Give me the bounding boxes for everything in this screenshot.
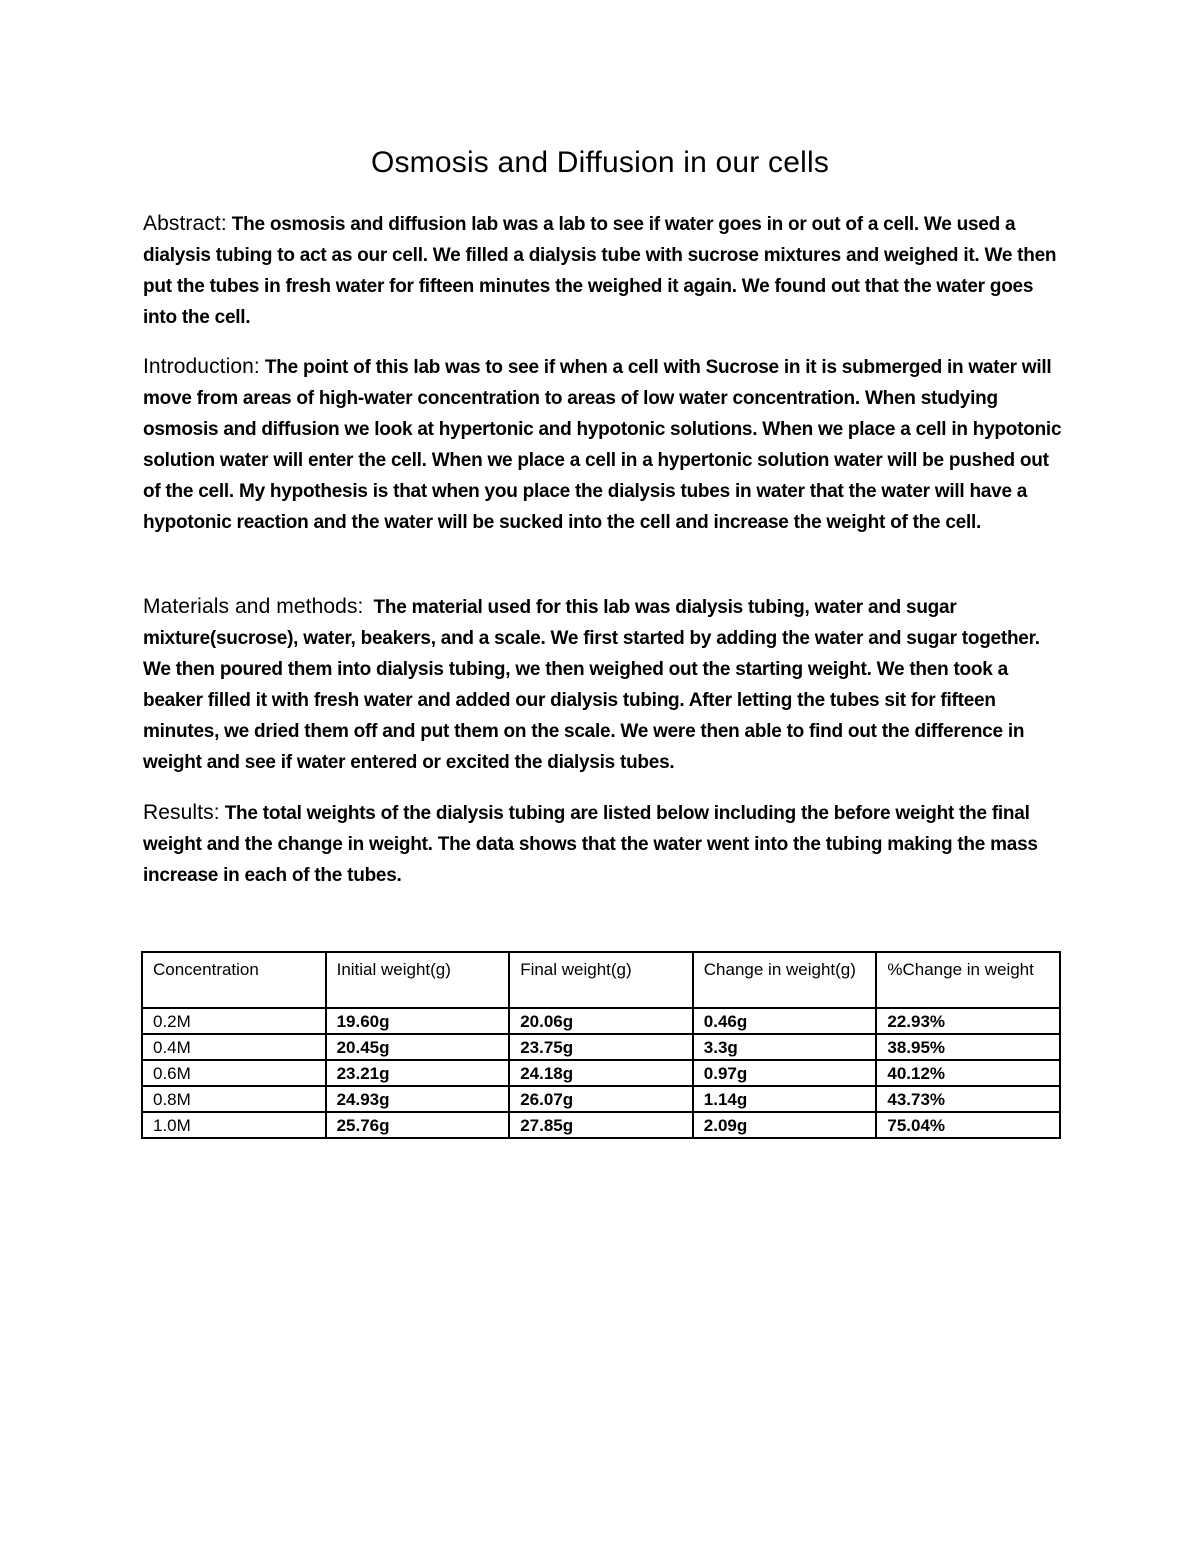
table-cell: 20.06g [509,1008,693,1034]
table-cell: 20.45g [326,1034,510,1060]
abstract-heading: Abstract: [143,212,227,235]
table-cell: 0.2M [142,1008,326,1034]
table-cell: 24.93g [326,1086,510,1112]
table-cell: 24.18g [509,1060,693,1086]
results-body: The total weights of the dialysis tubing are listed below including the before weight the final weight and the change in weight. The data shows that the water went into the tubing making the mass increase in each of the tubes. [143,803,1038,886]
table-cell: 27.85g [509,1112,693,1138]
materials-heading: Materials and methods: [143,595,364,618]
table-cell: 38.95% [876,1034,1060,1060]
table-cell: 26.07g [509,1086,693,1112]
materials-section [143,591,1063,778]
materials-body: The material used for this lab was dialysis tubing, water and sugar mixture(sucrose), water, beakers, and a scale. We first started by adding the water and sugar together. We then poured them into dialysis tubing, we then weighed out the starting weight. We then took a beaker filled it with fresh water and added our dialysis tubing. After letting the tubes sit for fifteen minutes, we dried them off and put them on the scale. We were then able to find out the difference in weight and see if water entered or excited the dialysis tubes. [143,597,1040,773]
table-cell: 0.4M [142,1034,326,1060]
table-cell: 0.46g [693,1008,877,1034]
table-row [142,1008,1060,1034]
table-cell: 0.97g [693,1060,877,1086]
abstract-body: The osmosis and diffusion lab was a lab to see if water goes in or out of a cell. We used a dialysis tubing to act as our cell. We filled a dialysis tube with sucrose mixtures and weighed it. We then put the tubes in fresh water for fifteen minutes the weighed it again. We found out that the water goes into the cell. [143,214,1057,328]
introduction-body: The point of this lab was to see if when a cell with Sucrose in it is submerged in water will move from areas of high-water concentration to areas of low water concentration. When studying osmosis and diffusion we look at hypertonic and hypotonic solutions. When we place a cell in hypotonic solution water will enter the cell. When we place a cell in a hypertonic solution water will be pushed out of the cell. My hypothesis is that when you place the dialysis tubes in water that the water will have a hypotonic reaction and the water will be sucked into the cell and increase the weight of the cell. [143,357,1062,533]
table-header-cell: %Change in weight [876,952,1060,1008]
table-cell: 0.8M [142,1086,326,1112]
table-row [142,1060,1060,1086]
page-title: Osmosis and Diffusion in our cells [370,146,830,179]
table-cell: 1.0M [142,1112,326,1138]
table-header-row [142,952,1060,1008]
introduction-section [143,351,1063,538]
table-row [142,1086,1060,1112]
table-cell: 23.75g [509,1034,693,1060]
table-header-cell: Final weight(g) [509,952,693,1008]
table-row [142,1034,1060,1060]
table-cell: 40.12% [876,1060,1060,1086]
table-cell: 2.09g [693,1112,877,1138]
table-cell: 0.6M [142,1060,326,1086]
table-cell: 22.93% [876,1008,1060,1034]
results-section [143,797,1063,891]
table-row [142,1112,1060,1138]
results-heading: Results: [143,801,220,824]
table-cell: 19.60g [326,1008,510,1034]
results-table [141,951,1061,1139]
table-header-cell: Concentration [142,952,326,1008]
table-cell: 43.73% [876,1086,1060,1112]
table-cell: 25.76g [326,1112,510,1138]
table-cell: 1.14g [693,1086,877,1112]
table-cell: 23.21g [326,1060,510,1086]
table-cell: 3.3g [693,1034,877,1060]
table-header-cell: Initial weight(g) [326,952,510,1008]
introduction-heading: Introduction: [143,355,260,378]
table-cell: 75.04% [876,1112,1060,1138]
abstract-section [143,208,1063,333]
table-header-cell: Change in weight(g) [693,952,877,1008]
